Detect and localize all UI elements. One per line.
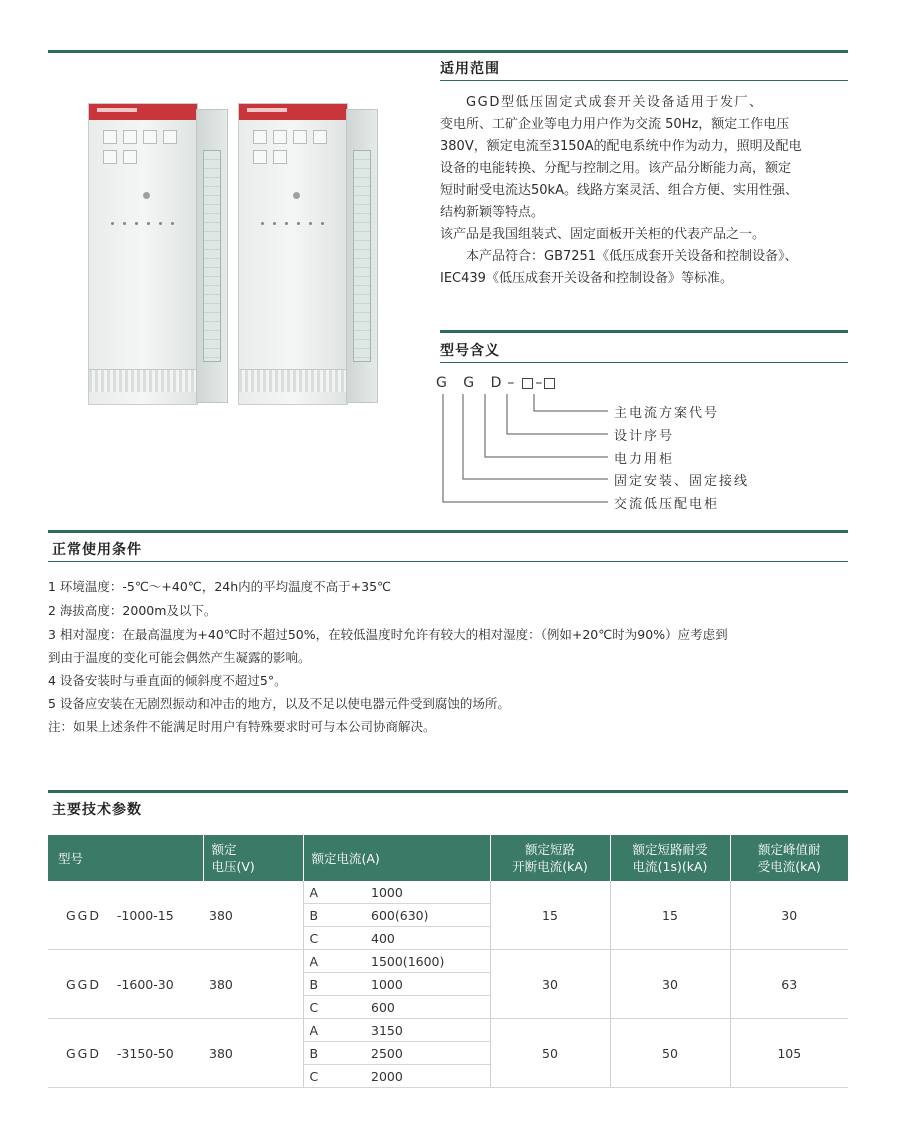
section-rule-model bbox=[440, 330, 848, 333]
design-number-box bbox=[522, 378, 533, 389]
section-rule-conditions bbox=[48, 530, 848, 533]
scope-line: 该产品是我国组装式、固定面板开关柜的代表产品之一。 bbox=[440, 227, 766, 242]
cell-current: 1000 bbox=[365, 881, 490, 904]
cell-short: 30 bbox=[610, 950, 730, 1019]
cell-short: 15 bbox=[610, 881, 730, 950]
cell-peak: 63 bbox=[730, 950, 848, 1019]
condition-item: 3 相对湿度：在最高温度为+40℃时不超过50%，在较低温度时允许有较大的相对湿度：（例如+20℃时为90%）应考虑到 bbox=[48, 627, 728, 642]
model-code: G G D– – bbox=[436, 375, 557, 391]
header-current: 额定电流(A) bbox=[303, 835, 490, 881]
diagram-label-fixed: 固定安装、固定接线 bbox=[614, 474, 750, 489]
diagram-label-power: 电力用柜 bbox=[614, 452, 675, 467]
table-row bbox=[48, 950, 848, 973]
section-underline-scope bbox=[440, 80, 848, 81]
cell-current: 600(630) bbox=[365, 904, 490, 927]
cell-peak: 105 bbox=[730, 1019, 848, 1088]
cell-voltage: 380 bbox=[203, 1019, 303, 1088]
condition-item: 到由于温度的变化可能会偶然产生凝露的影响。 bbox=[48, 650, 311, 665]
model-code-text: G G D– bbox=[436, 375, 521, 391]
diagram-label-design: 设计序号 bbox=[614, 429, 675, 444]
tech-params-table bbox=[48, 835, 848, 1088]
cell-grade: B bbox=[303, 1042, 365, 1065]
scope-line: 本产品符合：GB7251《低压成套开关设备和控制设备》、 bbox=[466, 249, 798, 264]
scope-line: GGD型低压固定式成套开关设备适用于发厂、 bbox=[466, 95, 764, 110]
section-title-scope: 适用范围 bbox=[440, 61, 500, 77]
top-rule bbox=[48, 50, 848, 53]
cell-voltage: 380 bbox=[203, 881, 303, 950]
section-title-conditions: 正常使用条件 bbox=[52, 542, 142, 558]
header-short: 额定短路耐受 电流(1s)(kA) bbox=[610, 835, 730, 881]
cabinet-right-side bbox=[346, 109, 378, 403]
cell-grade: B bbox=[303, 973, 365, 996]
scope-paragraph bbox=[440, 92, 850, 290]
scope-line: 380V，额定电流至3150A的配电系统中作为动力，照明及配电 bbox=[440, 139, 802, 154]
scope-line: 设备的电能转换、分配与控制之用。该产品分断能力高，额定 bbox=[440, 161, 792, 176]
cell-grade: C bbox=[303, 1065, 365, 1088]
scope-line: 变电所、工矿企业等电力用户作为交流 50Hz，额定工作电压 bbox=[440, 117, 790, 132]
condition-item: 2 海拔高度：2000m及以下。 bbox=[48, 603, 217, 618]
scope-line: 结构新颖等特点。 bbox=[440, 205, 545, 220]
cell-model: GGD -1000-15 bbox=[48, 881, 203, 950]
cell-grade: A bbox=[303, 881, 365, 904]
scope-line: IEC439《低压成套开关设备和控制设备》等标准。 bbox=[440, 271, 733, 286]
condition-item: 1 环境温度：-5℃～+40℃，24h内的平均温度不高于+35℃ bbox=[48, 579, 392, 594]
cell-current: 1000 bbox=[365, 973, 490, 996]
condition-item: 5 设备应安装在无剧烈振动和冲击的地方，以及不足以使电器元件受到腐蚀的场所。 bbox=[48, 696, 510, 711]
section-underline-conditions bbox=[48, 561, 848, 562]
cell-peak: 30 bbox=[730, 881, 848, 950]
cell-model: GGD -1600-30 bbox=[48, 950, 203, 1019]
scheme-code-box bbox=[544, 378, 555, 389]
cell-grade: B bbox=[303, 904, 365, 927]
product-photo bbox=[88, 95, 388, 405]
header-peak: 额定峰值耐 受电流(kA) bbox=[730, 835, 848, 881]
cabinet-left-side bbox=[196, 109, 228, 403]
condition-note: 注：如果上述条件不能满足时用户有特殊要求时可与本公司协商解决。 bbox=[48, 719, 436, 734]
cabinet-left bbox=[88, 103, 198, 405]
cell-break: 50 bbox=[490, 1019, 610, 1088]
cell-current: 600 bbox=[365, 996, 490, 1019]
header-voltage: 额定 电压(V) bbox=[203, 835, 303, 881]
cell-break: 30 bbox=[490, 950, 610, 1019]
cabinet-right bbox=[238, 103, 348, 405]
cell-grade: A bbox=[303, 1019, 365, 1042]
section-title-params: 主要技术参数 bbox=[52, 802, 142, 818]
table-row bbox=[48, 1019, 848, 1042]
cell-current: 3150 bbox=[365, 1019, 490, 1042]
scope-line: 短时耐受电流达50kA。线路方案灵活、组合方便、实用性强、 bbox=[440, 183, 798, 198]
cell-grade: C bbox=[303, 996, 365, 1019]
cell-model: GGD -3150-50 bbox=[48, 1019, 203, 1088]
table-row bbox=[48, 881, 848, 904]
cell-current: 2500 bbox=[365, 1042, 490, 1065]
diagram-label-scheme: 主电流方案代号 bbox=[614, 406, 720, 421]
table-header-row bbox=[48, 835, 848, 881]
cell-grade: C bbox=[303, 927, 365, 950]
condition-item: 4 设备安装时与垂直面的倾斜度不超过5°。 bbox=[48, 673, 287, 688]
cell-current: 2000 bbox=[365, 1065, 490, 1088]
header-model: 型号 bbox=[48, 835, 203, 881]
diagram-label-ac: 交流低压配电柜 bbox=[614, 497, 720, 512]
cell-current: 1500(1600) bbox=[365, 950, 490, 973]
cell-short: 50 bbox=[610, 1019, 730, 1088]
cell-current: 400 bbox=[365, 927, 490, 950]
section-rule-params bbox=[48, 790, 848, 793]
header-break: 额定短路 开断电流(kA) bbox=[490, 835, 610, 881]
model-diagram-lines bbox=[430, 390, 620, 510]
cell-break: 15 bbox=[490, 881, 610, 950]
cabinet-top-label-bar bbox=[89, 104, 197, 120]
section-underline-model bbox=[440, 362, 848, 363]
cell-voltage: 380 bbox=[203, 950, 303, 1019]
section-title-model: 型号含义 bbox=[440, 343, 500, 359]
cell-grade: A bbox=[303, 950, 365, 973]
